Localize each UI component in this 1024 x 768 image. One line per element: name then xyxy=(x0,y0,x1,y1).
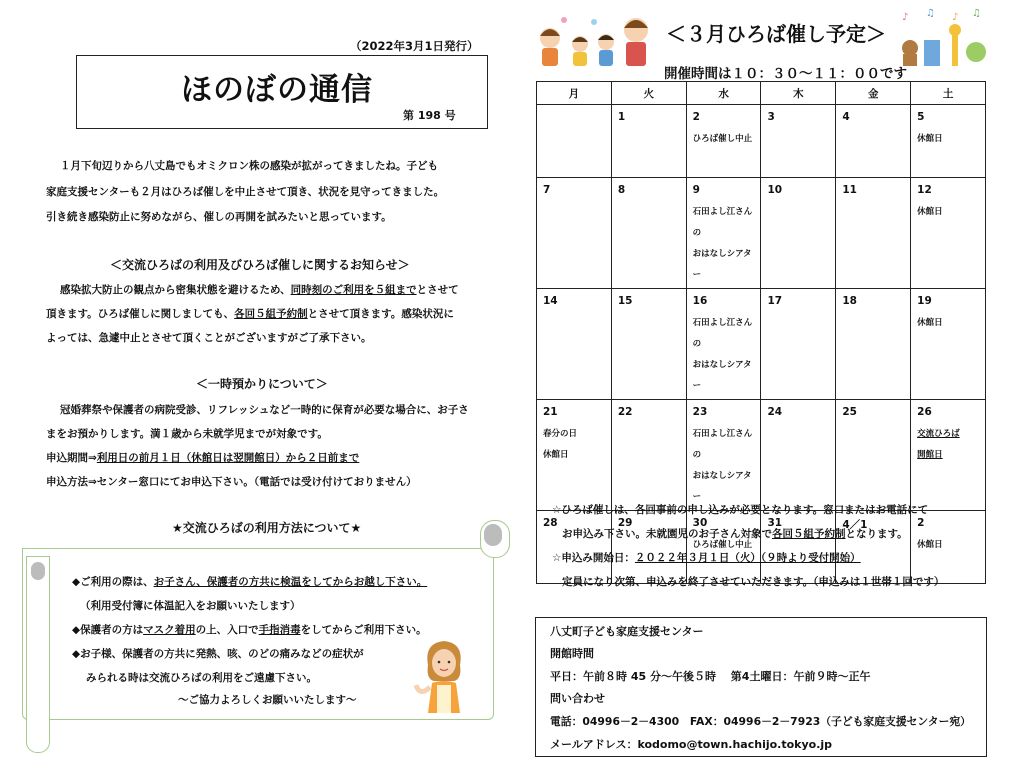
usage-closing: ～ご協力よろしくお願いいたします～ xyxy=(178,694,357,706)
scroll-curl-top-inner xyxy=(484,524,502,546)
day-number: 3 xyxy=(767,111,775,123)
opening-hours: 平日：午前８時 45 分～午後５時 第4土曜日：午前９時～正午 xyxy=(550,670,871,683)
intro-line: 家庭支援センターも２月はひろば催しを中止させて頂き、状況を見守ってきました。 xyxy=(46,186,445,198)
day-event-note: おはなしシアター xyxy=(692,471,752,502)
calendar-day-cell xyxy=(761,511,836,584)
day-number: 18 xyxy=(842,295,857,307)
calendar-day-cell xyxy=(611,289,686,400)
day-number: 21 xyxy=(543,406,558,418)
day-number: 2 xyxy=(692,111,700,123)
schedule-title: ＜３月ひろば催し予定＞ xyxy=(666,22,886,46)
note-line-2: お申込み下さい。未就園児のお子さん対象で各回５組予約制となります。 xyxy=(562,528,908,540)
day-number: 5 xyxy=(917,111,925,123)
svg-text:♫: ♫ xyxy=(926,8,935,19)
day-number: 24 xyxy=(767,406,783,418)
day-number: 4 xyxy=(842,111,850,123)
calendar-day-cell xyxy=(836,511,911,584)
inquiry-label: 問い合わせ xyxy=(550,692,605,705)
calendar-day-cell xyxy=(611,105,686,178)
day-number: 29 xyxy=(617,517,633,529)
calendar-week-row xyxy=(537,178,986,289)
svg-text:♪: ♪ xyxy=(952,12,959,23)
usage-item-3-line-2: みられる時は交流ひろばの利用をご遠慮下さい。 xyxy=(86,672,317,684)
day-number: 22 xyxy=(617,406,633,418)
contact-box xyxy=(535,617,987,757)
issue-date: （2022年3月1日発行） xyxy=(350,39,479,53)
intro-line: 引き続き感染防止に努めながら、催しの再開を試みたいと思っています。 xyxy=(46,211,392,223)
usage-item-1-note: （利用受付簿に体温記入をお願いいたします） xyxy=(80,600,301,612)
calendar-day-cell xyxy=(911,400,986,511)
calendar-day-cell xyxy=(686,178,761,289)
ichiji-line-2: まをお預かりします。満１歳から未就学児までが対象です。 xyxy=(46,428,328,440)
day-event-note: ひろば催し中止 xyxy=(692,540,753,550)
day-number: 11 xyxy=(842,184,857,196)
day-number: 19 xyxy=(917,295,932,307)
calendar-day-cell xyxy=(761,178,836,289)
intro-line: １月下旬辺りから八丈島でもオミクロン株の感染が拡がってきましたね。子ども xyxy=(60,160,438,172)
day-number: 31 xyxy=(767,517,783,529)
email-address: メールアドレス：kodomo@town.hachijo.tokyo.jp xyxy=(550,738,833,751)
weekday-header: 月 xyxy=(537,82,612,105)
ichiji-line-4: 申込方法⇒センター窓口にてお申込下さい。（電話では受け付けておりません） xyxy=(46,476,417,488)
day-event-note: おはなしシアター xyxy=(692,360,752,391)
scroll-curl-left xyxy=(26,556,50,753)
issue-number: 第 198 号 xyxy=(403,109,456,122)
hiroba-line-2: 頂きます。ひろば催しに関しましても、各回５組予約制とさせて頂きます。感染状況に xyxy=(46,308,454,320)
day-event-note: 休館日 xyxy=(917,134,943,144)
calendar-day-cell xyxy=(537,289,612,400)
calendar-day-cell xyxy=(537,511,612,584)
day-number: 23 xyxy=(692,406,708,418)
title-box xyxy=(76,55,488,129)
day-number: 15 xyxy=(617,295,633,307)
usage-item-3-line-1: ◆お子様、保護者の方共に発熱、咳、のどの痛みなどの症状が xyxy=(72,648,364,660)
calendar-day-cell xyxy=(537,178,612,289)
calendar-day-cell xyxy=(836,400,911,511)
note-line-4: 定員になり次第、申込みを終了させていただきます。（申込みは１世帯１回です） xyxy=(562,576,945,588)
calendar-day-cell xyxy=(761,105,836,178)
day-number: 8 xyxy=(617,184,626,196)
day-event-note: 春分の日 xyxy=(543,429,578,439)
calendar-week-row xyxy=(537,105,986,178)
usage-item-1: ◆ご利用の際は、お子さん、保護者の方共に検温をしてからお越し下さい。 xyxy=(72,576,428,588)
calendar-day-cell xyxy=(761,289,836,400)
usage-heading: ★交流ひろばの利用方法について★ xyxy=(172,521,362,535)
weekday-header: 金 xyxy=(836,82,911,105)
day-number: 30 xyxy=(692,517,708,529)
svg-text:♫: ♫ xyxy=(972,8,981,19)
animal-band-illustration xyxy=(896,8,990,68)
day-event-note: 休館日 xyxy=(917,207,943,217)
day-number: 26 xyxy=(917,406,932,418)
day-number: 16 xyxy=(692,295,708,307)
ichiji-line-3: 申込期間⇒利用日の前月１日（休館日は翌開館日）から２日前まで xyxy=(46,452,360,464)
calendar-day-cell xyxy=(686,289,761,400)
hiroba-line-1: 感染拡大防止の観点から密集状態を避けるため、同時刻のご利用を５組までとさせて xyxy=(60,284,459,296)
calendar-header-row xyxy=(537,82,986,105)
newsletter-title: ほのぼの通信 xyxy=(181,72,373,108)
section-heading-hiroba: ＜交流ひろばの利用及びひろば催しに関するお知らせ＞ xyxy=(110,258,410,272)
children-illustration xyxy=(536,12,662,70)
day-event-note: 石田よし江さんの xyxy=(692,207,753,238)
day-number: 9 xyxy=(692,184,700,196)
calendar-day-cell xyxy=(686,400,761,511)
section-heading-ichiji: ＜一時預かりについて＞ xyxy=(196,377,328,391)
day-event-note: 石田よし江さんの xyxy=(692,318,753,349)
schedule-time: 開催時間は１０：３０～１１：００です xyxy=(664,66,907,82)
day-number: 10 xyxy=(767,184,783,196)
calendar-week-row xyxy=(537,289,986,400)
scroll-curl-left-inner xyxy=(31,562,45,580)
calendar-day-cell xyxy=(611,400,686,511)
weekday-header: 木 xyxy=(761,82,836,105)
calendar-day-cell xyxy=(686,105,761,178)
day-number: 25 xyxy=(842,406,857,418)
calendar-week-row xyxy=(537,400,986,511)
note-line-3: ☆申込み開始日：２０２２年３月１日（火）（９時より受付開始） xyxy=(552,552,861,564)
center-name: 八丈町子ども家庭支援センター xyxy=(550,625,704,638)
calendar-day-cell xyxy=(611,178,686,289)
calendar-day-cell xyxy=(836,178,911,289)
usage-item-2: ◆保護者の方はマスク着用の上、入口で手指消毒をしてからご利用下さい。 xyxy=(72,624,427,636)
day-number: 7 xyxy=(543,184,551,196)
calendar-day-cell xyxy=(911,105,986,178)
hiroba-line-3: よっては、急遽中止とさせて頂くことがございますがご了承下さい。 xyxy=(46,332,372,344)
weekday-header: 火 xyxy=(611,82,686,105)
weekday-header: 土 xyxy=(911,82,986,105)
day-number: 28 xyxy=(543,517,558,529)
day-event-note: 休館日 xyxy=(917,318,943,328)
calendar-day-cell xyxy=(911,511,986,584)
day-event-note: ひろば催し中止 xyxy=(692,134,753,144)
calendar-day-cell xyxy=(911,178,986,289)
calendar-day-cell xyxy=(911,289,986,400)
day-event-note: 交流ひろば xyxy=(917,429,960,439)
ichiji-line-1: 冠婚葬祭や保護者の病院受診、リフレッシュなど一時的に保育が必要な場合に、お子さ xyxy=(60,404,469,416)
calendar-day-cell xyxy=(686,511,761,584)
day-number: 4／1 xyxy=(842,519,868,531)
note-line-1: ☆ひろば催しは、各回事前の申し込みが必要となります。窓口またはお電話にて xyxy=(552,504,929,516)
weekday-header: 水 xyxy=(686,82,761,105)
calendar-day-cell xyxy=(611,511,686,584)
day-event-note: 休館日 xyxy=(543,450,569,460)
calendar-day-cell xyxy=(537,400,612,511)
day-number: 17 xyxy=(767,295,783,307)
calendar-week-row xyxy=(537,511,986,584)
day-event-note: 休館日 xyxy=(917,540,943,550)
day-number: 12 xyxy=(917,184,932,196)
calendar-day-cell xyxy=(761,400,836,511)
calendar-day-cell xyxy=(836,289,911,400)
svg-text:♪: ♪ xyxy=(902,12,909,23)
day-number: 14 xyxy=(543,295,558,307)
day-event-note: 石田よし江さんの xyxy=(692,429,753,460)
day-number: 1 xyxy=(617,111,626,123)
calendar-day-cell xyxy=(836,105,911,178)
day-event-note: おはなしシアター xyxy=(692,249,752,280)
day-number: 2 xyxy=(917,517,925,529)
day-event-note: 開館日 xyxy=(917,450,943,460)
phone-fax: 電話：04996－2－4300 FAX：04996－2－7923（子ども家庭支援センター宛） xyxy=(550,715,971,728)
woman-illustration xyxy=(410,635,478,713)
hours-label: 開館時間 xyxy=(550,647,594,660)
calendar-day-cell xyxy=(537,105,612,178)
